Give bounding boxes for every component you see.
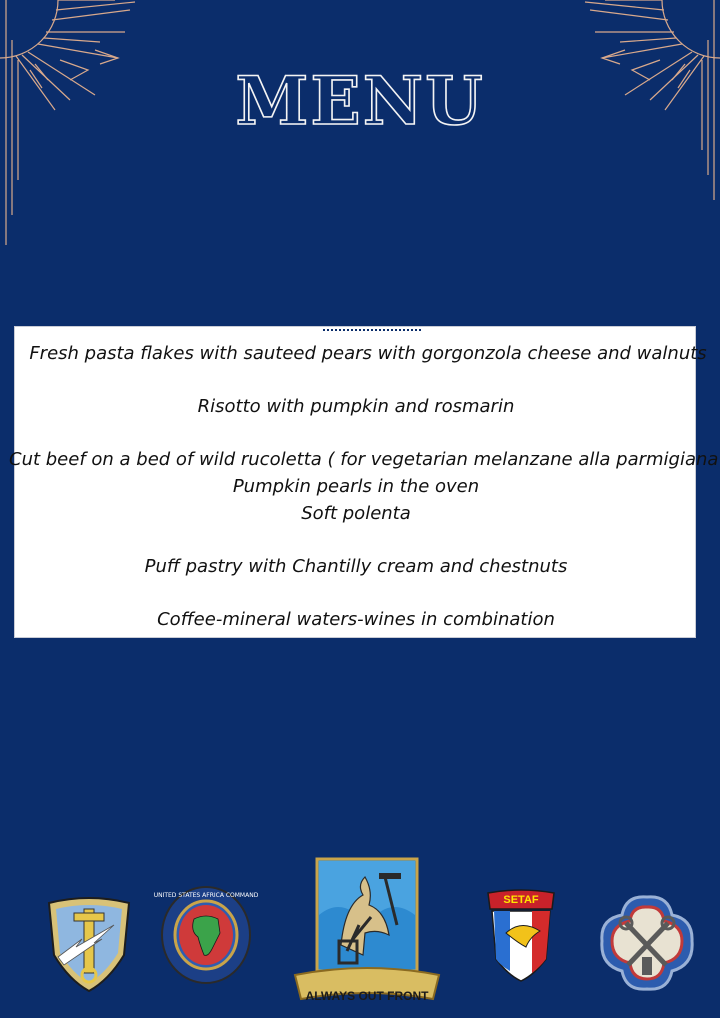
unit-crest <box>293 855 441 1007</box>
menu-item: Pumpkin pearls in the oven <box>232 476 480 497</box>
keys-badge-icon <box>598 893 696 993</box>
crest-emblem-icon <box>293 855 441 1007</box>
menu-item: Coffee-mineral waters-wines in combination <box>157 609 555 630</box>
menu-title: MENU <box>235 62 485 140</box>
menu-item: Fresh pasta flakes with sauteed pears with gorgonzola cheese and walnuts <box>29 343 707 364</box>
setaf-badge <box>486 889 556 985</box>
setaf-label: SETAF <box>503 894 539 906</box>
unit-logos-row <box>0 855 720 1015</box>
menu-item: Cut beef on a bed of wild rucoletta ( for vegetarian melanzane alla parmigiana <box>9 449 719 470</box>
menu-item: Puff pastry with Chantilly cream and chestnuts <box>144 556 568 577</box>
crest-motto: ALWAYS OUT FRONT <box>305 989 429 1003</box>
seal-ring-text: UNITED STATES AFRICA COMMAND <box>153 892 259 899</box>
menu-card <box>9 326 719 638</box>
intelligence-shield-icon <box>44 895 134 995</box>
dotted-divider <box>323 315 421 331</box>
menu-item: Risotto with pumpkin and rosmarin <box>197 396 515 417</box>
menu-item: Soft polenta <box>301 503 411 524</box>
africa-command-seal-icon <box>153 885 259 985</box>
